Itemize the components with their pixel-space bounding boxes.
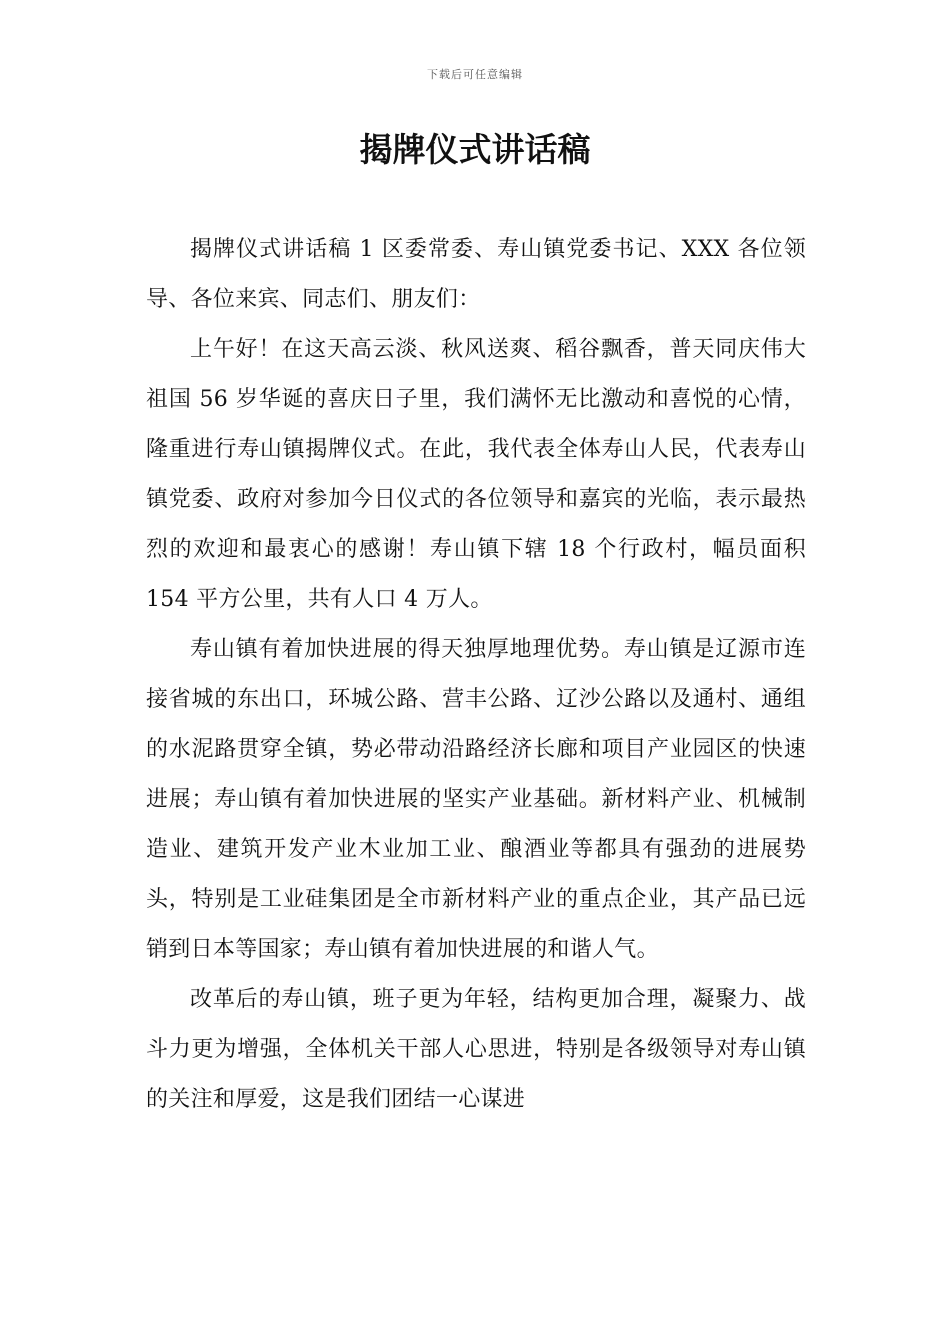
paragraph-2: 上午好！在这天高云淡、秋风送爽、稻谷飘香，普天同庆伟大祖国 56 岁华诞的喜庆日子里，我们满怀无比激动和喜悦的心情，隆重进行寿山镇揭牌仪式。在此，我代表全体寿山人民，代表寿山镇党委、政府对参加今日仪式的各位领导和嘉宾的光临，表示最热烈的欢迎和最衷心的感谢！寿山镇下辖 18 个行政村，幅员面积 154 平方公里，共有人口 4 万人。 <box>146 337 806 612</box>
paragraph-1: 揭牌仪式讲话稿 1 区委常委、寿山镇党委书记、XXX 各位领导、各位来宾、同志们、朋友们： <box>146 237 806 312</box>
document-body <box>146 225 806 1125</box>
document-title: 揭牌仪式讲话稿 <box>359 130 591 169</box>
paragraph-4: 改革后的寿山镇，班子更为年轻，结构更加合理，凝聚力、战斗力更为增强，全体机关干部人心思进，特别是各级领导对寿山镇的关注和厚爱，这是我们团结一心谋进 <box>146 987 806 1112</box>
header-note: 下载后可任意编辑 <box>427 68 523 81</box>
paragraph-3: 寿山镇有着加快进展的得天独厚地理优势。寿山镇是辽源市连接省城的东出口，环城公路、营丰公路、辽沙公路以及通村、通组的水泥路贯穿全镇，势必带动沿路经济长廊和项目产业园区的快速进展；寿山镇有着加快进展的坚实产业基础。新材料产业、机械制造业、建筑开发产业木业加工业、酿酒业等都具有强劲的进展势头，特别是工业硅集团是全市新材料产业的重点企业，其产品已远销到日本等国家；寿山镇有着加快进展的和谐人气。 <box>146 637 806 962</box>
